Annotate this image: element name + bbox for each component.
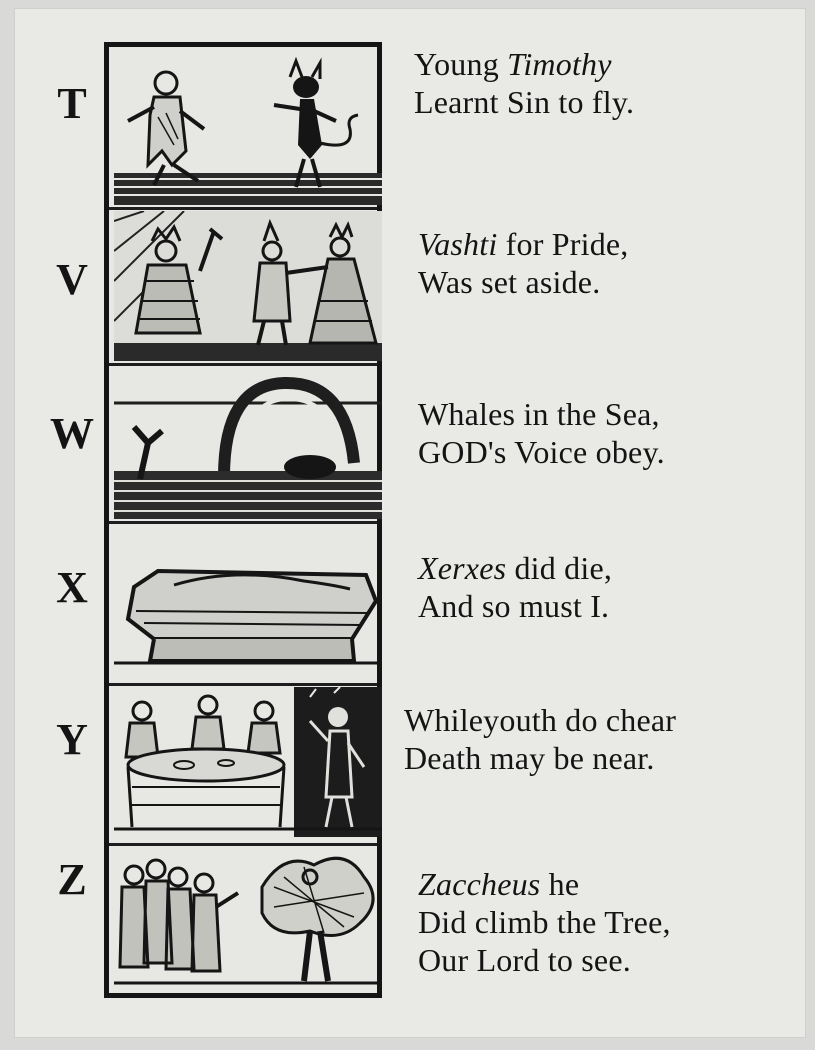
verse-line: Young Timothy (414, 46, 612, 82)
panel-divider (109, 521, 377, 524)
letter-y: Y (56, 715, 88, 764)
verse-line: Death may be near. (404, 739, 655, 776)
verse-z (418, 866, 671, 979)
verse-line: Our Lord to see. (418, 941, 631, 978)
verse-line: Whales in the Sea, (418, 396, 660, 432)
letter-v: V (56, 255, 88, 304)
woodcut-vashti-court (114, 211, 382, 361)
verse-w (418, 396, 665, 472)
letter-z: Z (57, 855, 87, 904)
verse-line: Whileyouth do chear (404, 702, 677, 738)
letter-t: T (57, 79, 87, 128)
verse-line: Learnt Sin to fly. (414, 83, 635, 120)
verse-line: Xerxes did die, (418, 550, 613, 586)
woodcut-column (104, 42, 382, 998)
verse-y (404, 702, 676, 778)
woodcut-timothy-devil (114, 55, 382, 205)
woodcut-xerxes-coffin (114, 527, 382, 677)
panel-divider (109, 843, 377, 846)
verse-t (414, 46, 634, 122)
letter-x: X (56, 563, 88, 612)
verse-line: Was set aside. (418, 263, 601, 300)
verse-v (418, 226, 629, 302)
verse-line: Zaccheus he (418, 866, 580, 902)
verse-line: Vashti for Pride, (418, 226, 629, 262)
panel-divider (109, 363, 377, 366)
verse-line: Did climb the Tree, (418, 903, 671, 940)
panel-divider (109, 207, 377, 210)
letter-w: W (50, 409, 94, 458)
woodcut-feast-death (114, 687, 382, 837)
woodcut-whales-sea (114, 367, 382, 519)
verse-line: GOD's Voice obey. (418, 433, 665, 470)
verse-x (418, 550, 612, 626)
panel-divider (109, 683, 377, 686)
woodcut-zaccheus-tree (114, 847, 382, 993)
verse-line: And so must I. (418, 587, 610, 624)
